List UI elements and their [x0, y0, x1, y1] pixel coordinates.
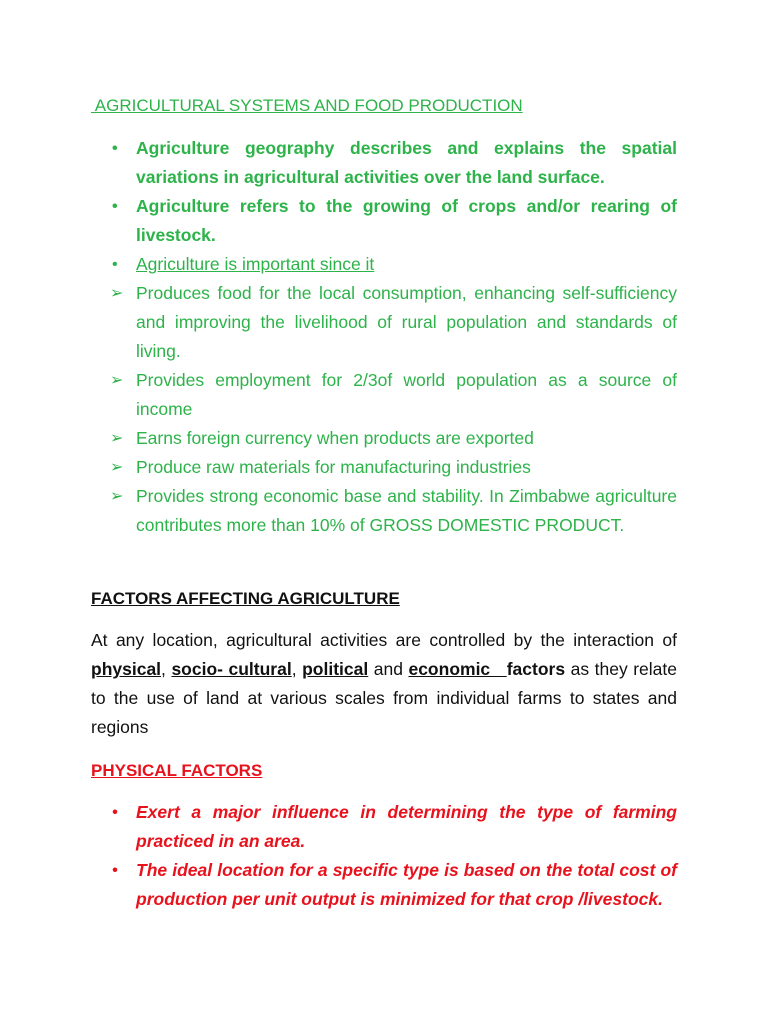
arrow-item-text: Provides employment for 2/3of world population as a source of income [136, 370, 677, 419]
intro-bullet-list [108, 134, 677, 540]
arrow-bullet-icon: ➢ [110, 430, 124, 447]
keyword-political: political [302, 659, 369, 679]
arrow-item-text: Produces food for the local consumption, enhancing self-sufficiency and improving the livelihood of rural population and standards of living. [136, 283, 677, 361]
arrow-item-text: Earns foreign currency when products are exported [136, 428, 534, 448]
factors-paragraph [91, 626, 677, 742]
list-item [108, 424, 677, 453]
arrow-bullet-icon: ➢ [110, 285, 124, 302]
arrow-bullet-icon: ➢ [110, 488, 124, 505]
list-item [108, 798, 677, 856]
keyword-socio-cultural: socio- cultural [171, 659, 292, 679]
comma: , [291, 659, 303, 679]
document-title: AGRICULTURAL SYSTEMS AND FOOD PRODUCTION [91, 96, 523, 115]
bullet-icon: • [112, 198, 118, 215]
list-item [108, 856, 677, 914]
list-item [108, 134, 677, 192]
bullet-text: The ideal location for a specific type is based on the total cost of production per unit output is minimized for that crop /livestock. [136, 860, 677, 909]
bullet-icon: • [112, 804, 118, 821]
bullet-icon: • [112, 140, 118, 157]
arrow-item-text: Produce raw materials for manufacturing industries [136, 457, 531, 477]
list-item [108, 366, 677, 424]
bullet-icon: • [112, 256, 118, 273]
conjunction: and [368, 659, 409, 679]
list-item [108, 482, 677, 540]
keyword-factors: factors [506, 659, 566, 679]
physical-factors-heading: PHYSICAL FACTORS [91, 761, 263, 780]
physical-bullet-list [108, 798, 677, 914]
bullet-text: Agriculture is important since it [136, 254, 375, 274]
bullet-text: Agriculture refers to the growing of crops and/or rearing of livestock. [136, 196, 677, 245]
arrow-bullet-icon: ➢ [110, 372, 124, 389]
arrow-item-text: Provides strong economic base and stability. In Zimbabwe agriculture contributes more than 10% of GROSS DOMESTIC PRODUCT. [136, 486, 677, 535]
list-item [108, 453, 677, 482]
comma: , [161, 659, 172, 679]
arrow-bullet-icon: ➢ [110, 459, 124, 476]
list-item [108, 192, 677, 250]
keyword-physical: physical [91, 659, 162, 679]
factors-heading: FACTORS AFFECTING AGRICULTURE [91, 589, 400, 608]
bullet-icon: • [112, 862, 118, 879]
list-item [108, 250, 677, 279]
list-item [108, 279, 677, 366]
keyword-economic: economic [408, 659, 507, 679]
bullet-text: Agriculture geography describes and explains the spatial variations in agricultural activities over the land surface. [136, 138, 677, 187]
paragraph-text: At any location, agricultural activities are controlled by the interaction of [91, 630, 677, 650]
bullet-text: Exert a major influence in determining the type of farming practiced in an area. [136, 802, 677, 851]
paragraph-text: as they relate to the use of land at various scales from individual farms to states and regions [91, 659, 677, 737]
